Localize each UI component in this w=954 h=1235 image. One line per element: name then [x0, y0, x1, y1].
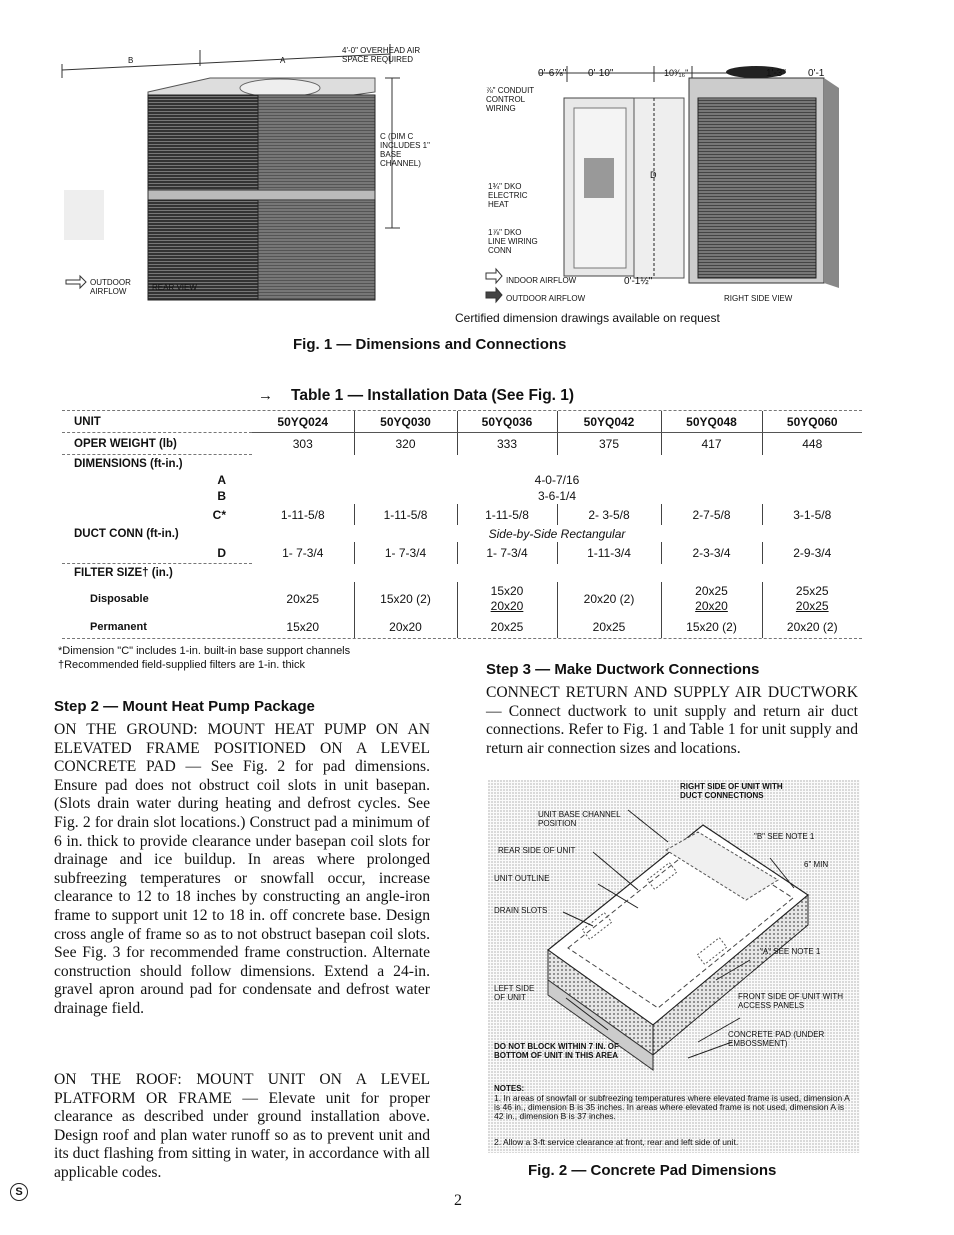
installation-data-table — [62, 410, 862, 639]
dim-a-label: A — [280, 56, 286, 65]
c-value-6: 3-1-5/8 — [762, 504, 862, 525]
logo-mark: S — [15, 1186, 23, 1198]
dko-line-wiring-label: 1⅞" DKO LINE WIRING CONN — [488, 228, 538, 255]
fig1-left-drawing — [60, 40, 430, 310]
page-number: 2 — [454, 1192, 462, 1209]
table-row-oper-weight — [62, 433, 862, 455]
unit-header-1: 50YQ024 — [252, 411, 354, 433]
b-label: B — [217, 489, 226, 503]
b-see-note-label: "B" SEE NOTE 1 — [754, 832, 815, 841]
permanent-4: 20x25 — [557, 616, 661, 638]
right-side-view-label: RIGHT SIDE VIEW — [724, 294, 793, 303]
permanent-1: 15x20 — [286, 620, 320, 634]
b-value: 3-6-1/4 — [537, 489, 577, 503]
unit-header-6: 50YQ060 — [762, 411, 862, 433]
fig1-right-drawing — [484, 58, 844, 308]
overhead-space-label: 4'-0" OVERHEAD AIR SPACE REQUIRED — [342, 46, 421, 64]
permanent-5: 15x20 (2) — [661, 616, 762, 638]
oper-weight-label: OPER WEIGHT (lb) — [62, 433, 252, 455]
step2-paragraph-2: ON THE ROOF: MOUNT UNIT ON A LEVEL PLATFORM OR FRAME — Elevate unit for proper clearance as described under ground installation above. Design roof and plan water runoff so as to prevent unit and its duct flashing from sitting in water, in accordance with all applicable codes. — [54, 1071, 430, 1181]
oper-weight-4: 375 — [557, 433, 661, 455]
a-label: A — [217, 473, 226, 487]
disposable-3a: 15x20 — [490, 584, 524, 598]
d-value-4: 1-11-3/4 — [557, 542, 661, 564]
step2-heading: Step 2 — Mount Heat Pump Package — [54, 698, 315, 715]
table-row-unit — [62, 411, 862, 433]
disposable-label: Disposable — [90, 593, 149, 605]
conduit-label: ⅞" CONDUIT CONTROL WIRING — [486, 86, 535, 113]
disposable-2: 15x20 (2) — [354, 582, 457, 616]
oper-weight-2: 320 — [354, 433, 457, 455]
dim-0-10-label: 0'-10" — [588, 68, 614, 79]
outdoor-airflow-arrow-icon — [486, 288, 502, 302]
six-min-label: 6" MIN — [804, 860, 829, 869]
disposable-3-cell — [457, 582, 557, 616]
unit-header-4: 50YQ042 — [557, 411, 661, 433]
c-value-1: 1-11-5/8 — [280, 507, 325, 522]
dim-d-mark: D — [650, 170, 657, 180]
disposable-6b: 20x25 — [795, 599, 829, 613]
notes-title: NOTES: — [494, 1084, 525, 1093]
base-channel-label: UNIT BASE CHANNEL POSITION — [538, 810, 621, 828]
d-value-1: 1- 7-3/4 — [282, 545, 324, 560]
filter-size-label: FILTER SIZE† (in.) — [62, 564, 252, 583]
permanent-3: 20x25 — [457, 616, 557, 638]
note-1: 1. In areas of snowfall or subfreezing temperatures where elevated frame is used, dimension A is 46 in., dimension B is 35 inches. In areas where elevated frame is not used, dimension A is 42 in., dimension B is 37 inches. — [494, 1093, 850, 1121]
dim-0-6-label: 0'-6⅞" — [538, 68, 567, 79]
permanent-2: 20x20 — [354, 616, 457, 638]
unit-header-2: 50YQ030 — [354, 411, 457, 433]
table-footnote-1: *Dimension "C" includes 1-in. built-in base support channels — [58, 645, 351, 657]
oper-weight-5: 417 — [661, 433, 762, 455]
rear-view-unit-illustration — [60, 40, 430, 310]
c-value-4: 2- 3-5/8 — [557, 504, 661, 525]
c-value-5: 2-7-5/8 — [661, 504, 762, 525]
fig1-caption: Fig. 1 — Dimensions and Connections — [293, 336, 567, 353]
rear-side-label: REAR SIDE OF UNIT — [498, 846, 576, 855]
table-row-filter — [62, 564, 862, 583]
concrete-pad-label: CONCRETE PAD (UNDER EMBOSSMENT) — [728, 1030, 825, 1048]
table-row-b — [62, 488, 862, 504]
duct-conn-value: Side-by-Side Rectangular — [488, 526, 626, 541]
table1-arrow: → — [258, 387, 273, 404]
right-side-label: RIGHT SIDE OF UNIT WITH DUCT CONNECTIONS — [680, 782, 783, 800]
d-value-6: 2-9-3/4 — [762, 542, 862, 564]
a-see-note-label: "A" SEE NOTE 1 — [760, 947, 821, 956]
table-row-dimensions — [62, 455, 862, 473]
oper-weight-3: 333 — [457, 433, 557, 455]
permanent-6: 20x20 (2) — [762, 616, 862, 638]
dimensions-label: DIMENSIONS (ft-in.) — [62, 455, 252, 473]
table-row-c — [62, 504, 862, 525]
disposable-3b: 20x20 — [490, 599, 524, 613]
left-side-label: LEFT SIDE OF UNIT — [494, 984, 535, 1002]
table-row-disposable — [62, 582, 862, 616]
d-value-2: 1- 7-3/4 — [354, 542, 457, 564]
fig2-caption: Fig. 2 — Concrete Pad Dimensions — [528, 1162, 777, 1179]
c-value-2: 1-11-5/8 — [354, 504, 457, 525]
table-row-a — [62, 472, 862, 488]
do-not-block-label: DO NOT BLOCK WITHIN 7 IN. OF BOTTOM OF UNIT IN THIS AREA — [494, 1042, 619, 1060]
step3-paragraph-1: CONNECT RETURN AND SUPPLY AIR DUCTWORK — Connect ductwork to unit supply and return air duct connections. Refer to Fig. 1 and Table 1 for unit supply and return air connection sizes and locations. — [486, 684, 858, 757]
front-side-label: FRONT SIDE OF UNIT WITH ACCESS PANELS — [738, 992, 844, 1010]
table1-title-text: Table 1 — Installation Data (See Fig. 1) — [291, 387, 575, 404]
disposable-5-cell — [661, 582, 762, 616]
dko-electric-heat-label: 1¾" DKO ELECTRIC HEAT — [488, 182, 528, 209]
outdoor-airflow-right-label: OUTDOOR AIRFLOW — [506, 294, 586, 303]
step2-paragraph-1: ON THE GROUND: MOUNT HEAT PUMP ON AN ELEVATED FRAME POSITIONED ON A LEVEL CONCRETE PAD — See Fig. 2 for pad dimensions. Ensure pad does not obstruct coil slots in unit basepan. (Slots drain water during heating and defrost cycles. See Fig. 2 for drain slot locations.) Construct pad a minimum of 6 in. thick to provide clearance under basepan coil slots for drainage and ice buildup. In areas where prolonged subfreezing temperatures or snowfall occur, increase clearance to 12 to 18 inches by constructing an angle-iron frame to support unit 12 to 18 in. off concrete base. Design cross angle of frame so as to not obstruct basepan coil slots. See Fig. 3 for recommended frame construction. Alternate construction should follow dimensions. Extend a 24-in. gravel apron around pad for condensate and defrost water drainage field. — [54, 721, 430, 1017]
unit-header-5: 50YQ048 — [661, 411, 762, 433]
publisher-logo — [10, 1183, 28, 1201]
oper-weight-1: 303 — [292, 436, 313, 451]
outdoor-airflow-label: OUTDOOR AIRFLOW — [90, 278, 131, 296]
table-row-d — [62, 542, 862, 564]
dim-b-label: B — [128, 56, 134, 65]
rear-view-label: REAR VIEW — [152, 283, 197, 292]
a-value: 4-0-7/16 — [534, 473, 580, 487]
d-label: D — [217, 545, 226, 560]
disposable-5a: 20x25 — [695, 584, 728, 598]
table-row-permanent — [62, 616, 862, 638]
disposable-5b: 20x20 — [695, 599, 728, 613]
permanent-label: Permanent — [90, 621, 147, 633]
indoor-airflow-label: INDOOR AIRFLOW — [506, 276, 577, 285]
fig2-pad-diagram — [488, 780, 860, 1153]
dim-1-3-label: 1'-3" — [766, 68, 786, 79]
unit-outline-label: UNIT OUTLINE — [494, 874, 550, 883]
dim-c-label: C (DIM C INCLUDES 1" BASE CHANNEL) — [380, 132, 430, 168]
disposable-6a: 25x25 — [795, 584, 829, 598]
note-2: 2. Allow a 3-ft service clearance at front, rear and left side of unit. — [494, 1137, 739, 1147]
disposable-4: 20x20 (2) — [557, 582, 661, 616]
table-row-duct-conn — [62, 525, 862, 542]
dim-0-1-label: 0'-1 — [808, 68, 825, 79]
certified-note: Certified dimension drawings available on request — [455, 311, 720, 325]
drain-slots-label: DRAIN SLOTS — [494, 906, 548, 915]
step3-heading: Step 3 — Make Ductwork Connections — [486, 661, 760, 678]
indoor-airflow-arrow-icon — [486, 269, 502, 283]
disposable-1: 20x25 — [286, 592, 320, 606]
bottom-dim-label: 0'-1½" — [624, 276, 653, 287]
dim-10-label: 10³⁄₁₆" — [664, 68, 689, 78]
oper-weight-6: 448 — [762, 433, 862, 455]
unit-header-3: 50YQ036 — [457, 411, 557, 433]
airflow-arrow-icon — [66, 276, 86, 288]
c-label: C* — [212, 507, 226, 522]
table1-title — [258, 387, 574, 405]
table-footnote-2: †Recommended field-supplied filters are 1-in. thick — [58, 659, 306, 671]
duct-conn-label: DUCT CONN (ft-in.) — [74, 527, 179, 540]
c-value-3: 1-11-5/8 — [457, 504, 557, 525]
disposable-6-cell — [762, 582, 862, 616]
unit-label: UNIT — [74, 415, 101, 428]
d-value-5: 2-3-3/4 — [661, 542, 762, 564]
d-value-3: 1- 7-3/4 — [457, 542, 557, 564]
